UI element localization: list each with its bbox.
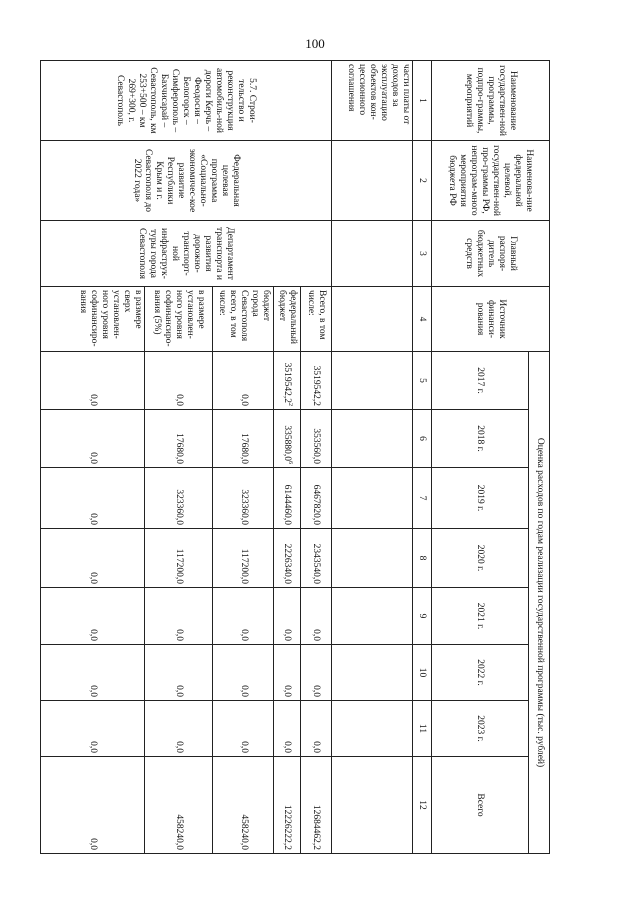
col-number: 8 [412, 529, 431, 588]
value-2020: 0,0 [41, 529, 145, 588]
source-cell: федеральный бюджет [273, 287, 300, 352]
empty-cell [331, 352, 412, 410]
header-federal-program: Наименова-ние федеральной целевой, государствен-ной про-граммы РФ, непрограм-много мероприятия бюджета РФ [431, 141, 549, 221]
header-year-2023: 2023 г. [431, 701, 529, 757]
value-2019: 6467820,0 [300, 468, 331, 529]
header-year-2019: 2019 г. [431, 468, 529, 529]
source-cell: бюджет города Севастополя всего, в том числе: [213, 287, 273, 352]
value-2023: 0,0 [144, 701, 213, 757]
col-number: 9 [412, 588, 431, 645]
value-2018: 17680,0 [213, 410, 273, 468]
value-2022: 0,0 [41, 645, 145, 701]
col-number: 10 [412, 645, 431, 701]
expenditure-table [40, 60, 550, 854]
value-2017: 0,0 [41, 352, 145, 410]
value-2021: 0,0 [144, 588, 213, 645]
value-2023: 0,0 [41, 701, 145, 757]
col-number: 11 [412, 701, 431, 757]
value-2018: 0,0 [41, 410, 145, 468]
value-total: 458240,0 [144, 757, 213, 854]
col-number: 2 [412, 141, 431, 221]
col-number: 7 [412, 468, 431, 529]
col-number: 3 [412, 221, 431, 287]
value-2017: 3519542,2 [300, 352, 331, 410]
value-2020: 117200,0 [213, 529, 273, 588]
source-cell: Всего, в том числе: [300, 287, 331, 352]
header-year-2020: 2020 г. [431, 529, 529, 588]
value-2017: 0,0 [213, 352, 273, 410]
continuation-row [331, 61, 412, 854]
page-number: 100 [305, 36, 325, 51]
source-cell: в размере сверх установлен-ного уровня софинансиро-вания [41, 287, 145, 352]
empty-cell [331, 141, 412, 221]
value-2018: 335880,0$^6$ [273, 410, 300, 468]
value-2023: 0,0 [273, 701, 300, 757]
col-number: 1 [412, 61, 431, 141]
empty-cell [331, 468, 412, 529]
value-2021: 0,0 [300, 588, 331, 645]
value-2020: 2343540,0 [300, 529, 331, 588]
table-row [300, 61, 331, 854]
budget-manager-name: Департамент транспорта и развития дорожно-транспорт-ной инфраструк-туры города Севастополя [41, 221, 332, 287]
value-2018: 353560,0 [300, 410, 331, 468]
empty-cell [331, 529, 412, 588]
col-number: 6 [412, 410, 431, 468]
value-2017: 3519542,2$^2$ [273, 352, 300, 410]
col-number: 4 [412, 287, 431, 352]
col-number: 5 [412, 352, 431, 410]
value-2019: 323360,0 [213, 468, 273, 529]
header-funding-source: Источник финанси-рования [431, 287, 549, 352]
empty-cell [331, 757, 412, 854]
value-2021: 0,0 [213, 588, 273, 645]
value-2023: 0,0 [300, 701, 331, 757]
empty-cell [331, 701, 412, 757]
source-cell: в размере установлен-ного уровня софинансиро-вания (5%) [144, 287, 213, 352]
value-2021: 0,0 [273, 588, 300, 645]
empty-cell [331, 588, 412, 645]
header-total: Всего [431, 757, 529, 854]
rotated-table-container [40, 60, 550, 853]
column-number-row [412, 61, 431, 854]
measure-name: 5.7. Строи-тельство и реконструкция автомобиль-ной дороги Керчь – Феодосия – Белогорск – Симферополь – Бахчисарай – Севастополь, км 253+500 – км 269+300, г. Севастополь [41, 61, 332, 141]
header-program-name: Наименование государствен-ной программы, подпро-граммы, мероприятий [431, 61, 549, 141]
header-estimate: Оценка расходов по годам реализации государственной программы (тыс. рублей) [529, 352, 550, 854]
value-2019: 6144460,0 [273, 468, 300, 529]
empty-cell [331, 221, 412, 287]
value-2022: 0,0 [144, 645, 213, 701]
value-2022: 0,0 [273, 645, 300, 701]
value-2020: 117200,0 [144, 529, 213, 588]
empty-cell [331, 287, 412, 352]
empty-cell [331, 645, 412, 701]
value-2017: 0,0 [144, 352, 213, 410]
value-2018: 17680,0 [144, 410, 213, 468]
col-number: 12 [412, 757, 431, 854]
header-row-1 [529, 61, 550, 854]
value-2020: 2226340,0 [273, 529, 300, 588]
value-2019: 323360,0 [144, 468, 213, 529]
value-total: 0,0 [41, 757, 145, 854]
value-total: 12226222,2 [273, 757, 300, 854]
empty-cell [331, 410, 412, 468]
value-2021: 0,0 [41, 588, 145, 645]
header-year-2017: 2017 г. [431, 352, 529, 410]
value-2022: 0,0 [300, 645, 331, 701]
header-year-2022: 2022 г. [431, 645, 529, 701]
value-2023: 0,0 [213, 701, 273, 757]
value-total: 458240,0 [213, 757, 273, 854]
value-2022: 0,0 [213, 645, 273, 701]
value-2019: 0,0 [41, 468, 145, 529]
continuation-text: части платы от доходов за эксплуатацию объектов кон-цессионного соглашения [331, 61, 412, 141]
header-year-2021: 2021 г. [431, 588, 529, 645]
value-total: 12684462,2 [300, 757, 331, 854]
header-year-2018: 2018 г. [431, 410, 529, 468]
federal-program-name: Федеральная целевая программа «Социально-экономичес-кое развитие Республики Крым и г. Севастополя до 2022 года» [41, 141, 332, 221]
header-budget-manager: Главный распоря-дитель бюджетных средств [431, 221, 549, 287]
